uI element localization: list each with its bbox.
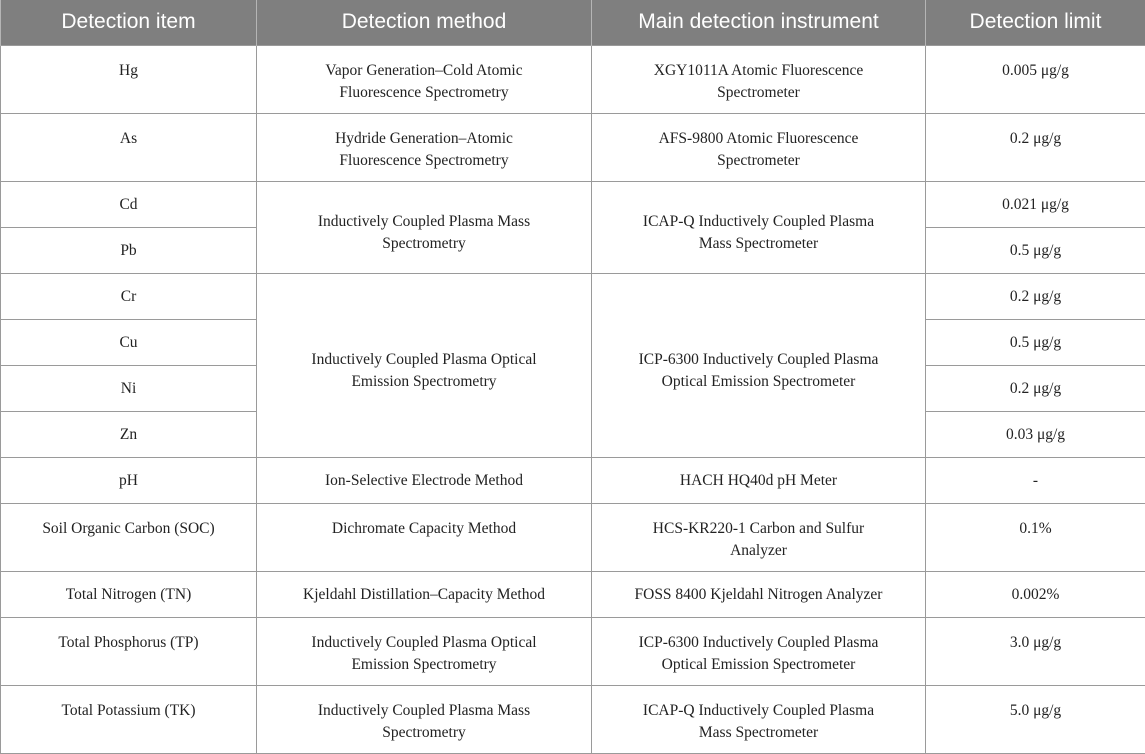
cell-limit: 5.0 μg/g (926, 685, 1145, 753)
cell-instrument: ICP-6300 Inductively Coupled Plasma Optical Emission Spectrometer (592, 617, 926, 685)
header-detection-item: Detection item (1, 0, 257, 45)
cell-instrument: AFS-9800 Atomic Fluorescence Spectrometer (592, 113, 926, 181)
cell-method: Inductively Coupled Plasma Optical Emission Spectrometry (257, 273, 592, 457)
table-row (1, 45, 1145, 113)
cell-limit: 0.2 μg/g (926, 113, 1145, 181)
cell-instrument: ICAP-Q Inductively Coupled Plasma Mass Spectrometer (592, 685, 926, 753)
cell-instrument: ICAP-Q Inductively Coupled Plasma Mass Spectrometer (592, 181, 926, 273)
cell-method: Ion-Selective Electrode Method (257, 457, 592, 503)
cell-limit: 0.002% (926, 571, 1145, 617)
cell-item: As (1, 113, 257, 181)
cell-instrument: ICP-6300 Inductively Coupled Plasma Optical Emission Spectrometer (592, 273, 926, 457)
cell-item: Cd (1, 181, 257, 227)
cell-item: pH (1, 457, 257, 503)
cell-method: Inductively Coupled Plasma Mass Spectrometry (257, 685, 592, 753)
cell-method: Dichromate Capacity Method (257, 503, 592, 571)
cell-method: Hydride Generation–Atomic Fluorescence Spectrometry (257, 113, 592, 181)
cell-limit: 0.03 μg/g (926, 411, 1145, 457)
cell-limit: 0.021 μg/g (926, 181, 1145, 227)
cell-instrument: HACH HQ40d pH Meter (592, 457, 926, 503)
cell-limit: 3.0 μg/g (926, 617, 1145, 685)
table-row (1, 457, 1145, 503)
cell-method: Inductively Coupled Plasma Mass Spectrometry (257, 181, 592, 273)
cell-item: Hg (1, 45, 257, 113)
cell-limit: - (926, 457, 1145, 503)
cell-limit: 0.005 μg/g (926, 45, 1145, 113)
cell-method: Vapor Generation–Cold Atomic Fluorescence Spectrometry (257, 45, 592, 113)
cell-limit: 0.2 μg/g (926, 273, 1145, 319)
cell-item: Ni (1, 365, 257, 411)
table-row (1, 617, 1145, 685)
table-row (1, 503, 1145, 571)
header-row (1, 0, 1145, 45)
table-row (1, 685, 1145, 753)
cell-limit: 0.5 μg/g (926, 227, 1145, 273)
header-detection-method: Detection method (257, 0, 592, 45)
cell-item: Pb (1, 227, 257, 273)
cell-limit: 0.1% (926, 503, 1145, 571)
header-detection-limit: Detection limit (926, 0, 1145, 45)
table-row (1, 113, 1145, 181)
cell-instrument: HCS-KR220-1 Carbon and Sulfur Analyzer (592, 503, 926, 571)
cell-instrument: FOSS 8400 Kjeldahl Nitrogen Analyzer (592, 571, 926, 617)
cell-method: Inductively Coupled Plasma Optical Emission Spectrometry (257, 617, 592, 685)
cell-item: Soil Organic Carbon (SOC) (1, 503, 257, 571)
cell-item: Total Potassium (TK) (1, 685, 257, 753)
cell-limit: 0.5 μg/g (926, 319, 1145, 365)
cell-item: Total Nitrogen (TN) (1, 571, 257, 617)
cell-limit: 0.2 μg/g (926, 365, 1145, 411)
table-row (1, 181, 1145, 227)
table-row (1, 571, 1145, 617)
cell-instrument: XGY1011A Atomic Fluorescence Spectrometer (592, 45, 926, 113)
cell-item: Zn (1, 411, 257, 457)
cell-item: Cu (1, 319, 257, 365)
cell-item: Cr (1, 273, 257, 319)
header-main-instrument: Main detection instrument (592, 0, 926, 45)
cell-item: Total Phosphorus (TP) (1, 617, 257, 685)
table-row (1, 273, 1145, 319)
cell-method: Kjeldahl Distillation–Capacity Method (257, 571, 592, 617)
